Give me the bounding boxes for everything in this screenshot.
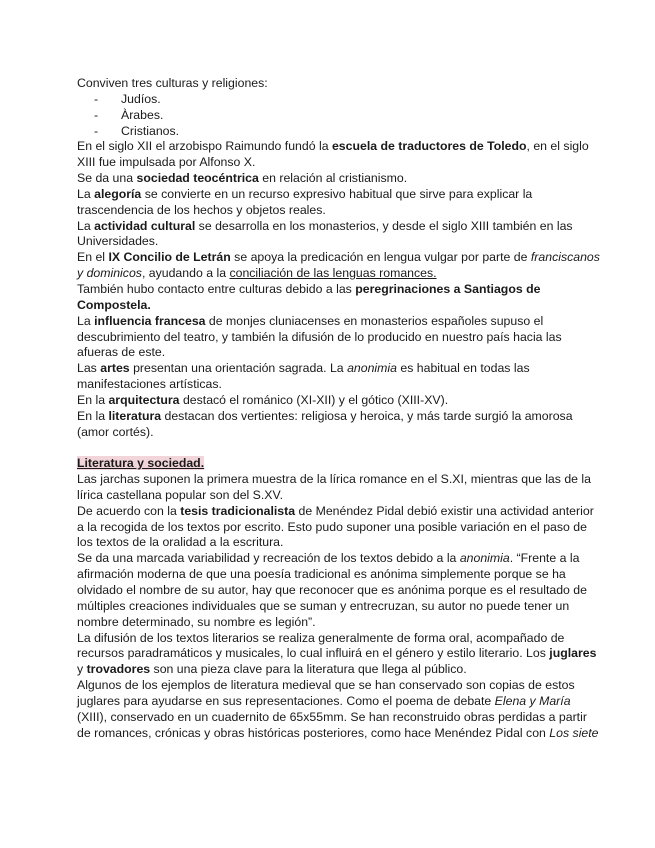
paragraph-line (77, 361, 589, 377)
text: presentan una orientación sagrada. La (129, 361, 348, 376)
paragraph-line (77, 725, 599, 742)
bold-text: peregrinaciones a Santiagos de (355, 281, 541, 296)
paragraph-line (77, 393, 589, 409)
list-item-text: Judíos. (121, 91, 161, 106)
text: La (77, 186, 95, 201)
paragraph-line (77, 171, 589, 187)
text: . “Frente a la (509, 551, 580, 566)
paragraph-line (77, 631, 589, 647)
paragraph-line (77, 187, 589, 203)
bold-text: IX Concilio de Letrán (108, 250, 231, 265)
list-item-text: Cristianos. (121, 123, 180, 138)
paragraph-line (77, 599, 589, 615)
paragraph-line (77, 520, 589, 536)
text: Las (77, 361, 101, 376)
list-marker: - (94, 123, 99, 138)
text: En el siglo XII el arzobispo Raimundo fundó la (77, 139, 332, 154)
list-item-text: Àrabes. (121, 107, 164, 122)
paragraph-line (77, 503, 594, 520)
text: También hubo contacto entre culturas debido a las (77, 281, 356, 296)
text: los textos de la oralidad a la escritura. (77, 535, 284, 550)
text: de monjes cluniacenses en monasterios españoles supuso el (205, 313, 544, 328)
paragraph-line (77, 535, 589, 551)
text: se apoya la predicación en lengua vulgar por parte de (230, 250, 531, 265)
bold-text: literatura (108, 408, 162, 423)
text: En la (77, 392, 109, 407)
paragraph-line (77, 472, 589, 488)
blank-line (77, 440, 589, 456)
text: Algunos de los ejemplos de literatura medieval que se han conservado son copias de estos (77, 678, 575, 693)
paragraph-line (77, 662, 589, 678)
text: de Menéndez Pidal debió existir una actividad anterior (295, 503, 594, 518)
text: se desarrolla en los monasterios, y desde el siglo XIII también en las (195, 218, 573, 233)
bold-text: trovadores (86, 662, 151, 677)
paragraph-line (77, 488, 589, 504)
text: es habitual en todas las (396, 361, 530, 376)
paragraph-line (77, 219, 589, 235)
text: juglares para ayudarse en sus representaciones. Como el poema de debate (77, 693, 495, 708)
text: nombre determinado, su nombre es legión”. (77, 614, 316, 629)
list-item (77, 108, 589, 124)
text: Se da una (77, 171, 137, 186)
text: y (77, 662, 87, 677)
list-item (77, 92, 589, 108)
paragraph-line (77, 330, 589, 346)
paragraph-line (77, 551, 589, 567)
text: son una pieza clave para la literatura que llega al público. (150, 662, 467, 677)
paragraph-line (77, 266, 589, 282)
text: descubrimiento del teatro, y también la difusión de lo producido en nuestro país hacia las (77, 329, 562, 344)
italic-text: anonimia (459, 551, 510, 566)
text: (XIII), conservado en un cuadernito de 65x55mm. Se han reconstruido obras perdidas a partir (77, 709, 587, 724)
italic-text: franciscanos (530, 250, 600, 265)
text: en relación al cristianismo. (258, 171, 408, 186)
text: Las jarchas suponen la primera muestra de la lírica romance en el S.XI, mientras que las de la (77, 472, 591, 487)
list-item (77, 124, 589, 140)
italic-text: anonimia (347, 361, 397, 376)
text: manifestaciones artísticas. (77, 377, 222, 392)
list-marker: - (94, 91, 99, 106)
italic-text: y dominicos (77, 266, 142, 281)
text: lírica castellana popular son del S.XV. (77, 487, 283, 502)
text: La (77, 218, 95, 233)
list-marker: - (94, 107, 99, 122)
text: En el (77, 250, 109, 265)
text: La (77, 313, 95, 328)
underlined-text: conciliación de las lenguas romances. (229, 266, 437, 281)
paragraph-line (77, 694, 589, 710)
text: La difusión de los textos literarios se realiza generalmente de forma oral, acompañado de (77, 630, 565, 645)
paragraph-line (77, 567, 589, 583)
bold-text: juglares (549, 646, 597, 661)
paragraph-line (77, 155, 589, 171)
text: Conviven tres culturas y religiones: (77, 76, 268, 90)
bold-text: influencia francesa (94, 313, 206, 328)
text: destacó el románico (XI-XII) y el gótico (XIII-XV). (179, 392, 449, 407)
paragraph-line (77, 678, 589, 694)
text: , ayudando a la (141, 266, 230, 281)
bold-text: arquitectura (108, 392, 180, 407)
bold-text: escuela de traductores de Toledo (331, 139, 527, 154)
text: De acuerdo con la (77, 503, 181, 518)
italic-text: Elena y María (494, 693, 571, 708)
document-body (77, 76, 600, 741)
text: afirmación moderna de que una poesía tradicional es anónima simplemente porque se ha (77, 567, 566, 582)
paragraph-line (77, 409, 589, 425)
text: múltiples creaciones individuales que se suman y entrecruzan, su autor no puede tener un (77, 598, 570, 613)
paragraph-line (77, 298, 589, 314)
bold-text: sociedad teocéntrica (136, 171, 259, 186)
text: trascendencia de los hechos y objetos reales. (77, 202, 326, 217)
paragraph-line (77, 615, 589, 631)
text: Universidades. (77, 234, 159, 249)
paragraph-line (77, 234, 589, 250)
text: a la recogida de los textos por escrito. Esto pudo suponer una posible variación en el paso de (77, 519, 587, 534)
paragraph-line (77, 425, 589, 441)
text: , en el siglo (526, 139, 589, 154)
text: olvidado el nombre de su autor, hay que reconocer que es anónima porque es el resultado de (77, 583, 587, 597)
text: (amor cortés). (77, 424, 154, 439)
text: Se da una marcada variabilidad y recreación de los textos debido a la (77, 551, 460, 566)
paragraph-line (77, 377, 589, 393)
text: de romances, crónicas y obras históricas posteriores, como hace Menéndez Pidal con (77, 725, 550, 740)
paragraph-line (77, 646, 597, 662)
section-heading (77, 456, 589, 472)
paragraph-line (77, 203, 589, 219)
text: XIII fue impulsada por Alfonso X. (77, 155, 256, 170)
bold-text: artes (100, 361, 130, 376)
italic-text: Los siete (549, 725, 599, 740)
heading-text: Literatura y sociedad. (77, 456, 205, 471)
paragraph-intro (77, 76, 589, 92)
text: afueras de este. (77, 345, 166, 360)
paragraph-line (77, 250, 600, 266)
bold-text: Compostela. (77, 297, 151, 312)
text: En la (77, 408, 109, 423)
bold-text: actividad cultural (94, 218, 196, 233)
paragraph-line (77, 345, 589, 361)
paragraph-line (77, 583, 589, 599)
bold-text: alegoría (94, 186, 142, 201)
paragraph-line (77, 710, 589, 726)
paragraph-line (77, 139, 589, 155)
paragraph-line (77, 282, 589, 298)
text: destacan dos vertientes: religiosa y heroica, y más tarde surgió la amorosa (161, 408, 573, 423)
text: se convierte en un recurso expresivo habitual que sirve para explicar la (141, 186, 533, 201)
text: recursos paradramáticos y musicales, lo cual influirá en el género y estilo literario. Los (77, 646, 550, 661)
paragraph-line (77, 314, 589, 330)
bold-text: tesis tradicionalista (180, 503, 296, 518)
